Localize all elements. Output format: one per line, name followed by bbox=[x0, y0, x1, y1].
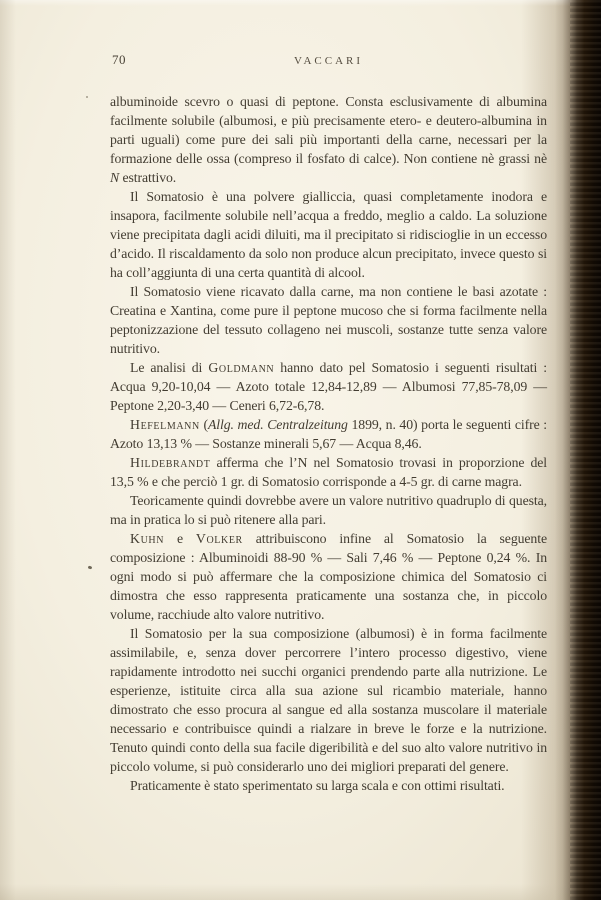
paragraph-6 bbox=[110, 453, 547, 491]
text-segment: e bbox=[164, 531, 196, 546]
paragraph-4 bbox=[110, 358, 547, 415]
paragraph-3 bbox=[110, 282, 547, 358]
paragraph-7 bbox=[110, 491, 547, 529]
text-segment: Il Somatosio è una polvere gialliccia, quasi completamente inodora e insapora, facilmente solubile nell’acqua a freddo, meglio a caldo. La soluzione viene precipitata dagli acidi diluiti, ma il precipitato si ridiscioglie in un eccesso d’acido. Il riscaldamento da solo non produce alcun precipitato, invece questo si ha coll’aggiunta di una certa quantità di alcool. bbox=[110, 189, 547, 280]
paragraph-10 bbox=[110, 776, 547, 795]
text-segment: Le analisi di bbox=[130, 360, 209, 375]
author-name-hefelmann: Hefelmann bbox=[130, 417, 200, 432]
author-name-goldmann: Goldmann bbox=[208, 360, 275, 375]
text-segment: estrattivo. bbox=[119, 170, 177, 185]
paragraph-9 bbox=[110, 624, 547, 776]
author-name-kuhn: Kuhn bbox=[130, 531, 165, 546]
paragraph-1 bbox=[110, 92, 547, 187]
author-name-hildebrandt: Hildebrandt bbox=[130, 455, 211, 470]
text-segment: ( bbox=[199, 417, 208, 432]
page-content bbox=[110, 50, 547, 795]
text-segment: 1899, n. 40) porta le seguenti cifre : Azoto 13,13 % — Sostanze minerali 5,67 — Acqua 8,46. bbox=[110, 417, 547, 451]
text-segment: Il Somatosio per la sua composizione (albumosi) è in forma facilmente assimilabile, e, senza dover percorrere l’intero processo digestivo, viene rapidamente introdotto nei succhi organici prendendo parte alla nutrizione. Le esperienze, istituite circa alla sua azione sul ricambio materiale, hanno dimostrato che esso procura al sangue ed alla sostanza muscolare il materiale necessario e contribuisce quindi a rialzare in breve le forze e la nutrizione. Tenuto quindi conto della sua facile digeribilità e del suo alto valore nutritivo in piccolo volume, si può considerarlo uno dei migliori preparati del genere. bbox=[110, 626, 547, 774]
book-edge-shadow bbox=[555, 0, 601, 900]
text-block bbox=[110, 92, 547, 795]
ink-speck bbox=[86, 96, 88, 98]
author-name-volker: Volker bbox=[195, 531, 243, 546]
text-segment: Praticamente è stato sperimentato su larga scala e con ottimi risultati. bbox=[130, 778, 505, 793]
text-segment: attribuiscono infine al Somatosio la seguente composizione : Albuminoidi 88-90 % — Sali 7,46 % — Peptone 0,24 %. In ogni modo si può affermare che la composizione chimica del Somatosio ci dimostra che esso rappresenta praticamente una sostanza che, in piccolo volume, racchiude alto valore nutritivo. bbox=[110, 531, 547, 622]
text-segment: albuminoide scevro o quasi di peptone. Consta esclusivamente di albumina facilmente solubile (albumosi, e più precisamente etero- e deutero-albumina in parti uguali) come pure dei sali più importanti della carne, necessari per la formazione delle ossa (compreso il fosfato di calce). Non contiene nè grassi nè bbox=[110, 94, 547, 166]
paragraph-5 bbox=[110, 415, 547, 453]
journal-title: Allg. med. Centralzeitung bbox=[207, 417, 348, 432]
text-segment: afferma che l’N nel Somatosio trovasi in proporzione del 13,5 % e che perciò 1 gr. di Somatosio corrisponde a 4-5 gr. di carne magra. bbox=[110, 455, 547, 489]
italic-term: N bbox=[110, 170, 120, 185]
ink-speck bbox=[88, 565, 93, 569]
running-head-title: VACCARI bbox=[293, 55, 364, 67]
running-header bbox=[110, 50, 547, 92]
paragraph-2 bbox=[110, 187, 547, 282]
text-segment: Il Somatosio viene ricavato dalla carne, ma non contiene le basi azotate : Creatina e Xantina, come pure il peptone mucoso che si forma facilmente nella peptonizzazione del tessuto collageno nei muscoli, sostanze tutte senza valore nutritivo. bbox=[110, 284, 547, 356]
paragraph-8 bbox=[110, 529, 547, 624]
text-segment: hanno dato pel Somatosio i seguenti risultati : Acqua 9,20-10,04 — Azoto totale 12,84-12,89 — Albumosi 77,85-78,09 — Peptone 2,20-3,40 — Ceneri 6,72-6,78. bbox=[110, 360, 547, 413]
page-number: 70 bbox=[112, 52, 126, 67]
text-segment: Teoricamente quindi dovrebbe avere un valore nutritivo quadruplo di questa, ma in pratica lo si può ritenere alla pari. bbox=[110, 493, 547, 527]
